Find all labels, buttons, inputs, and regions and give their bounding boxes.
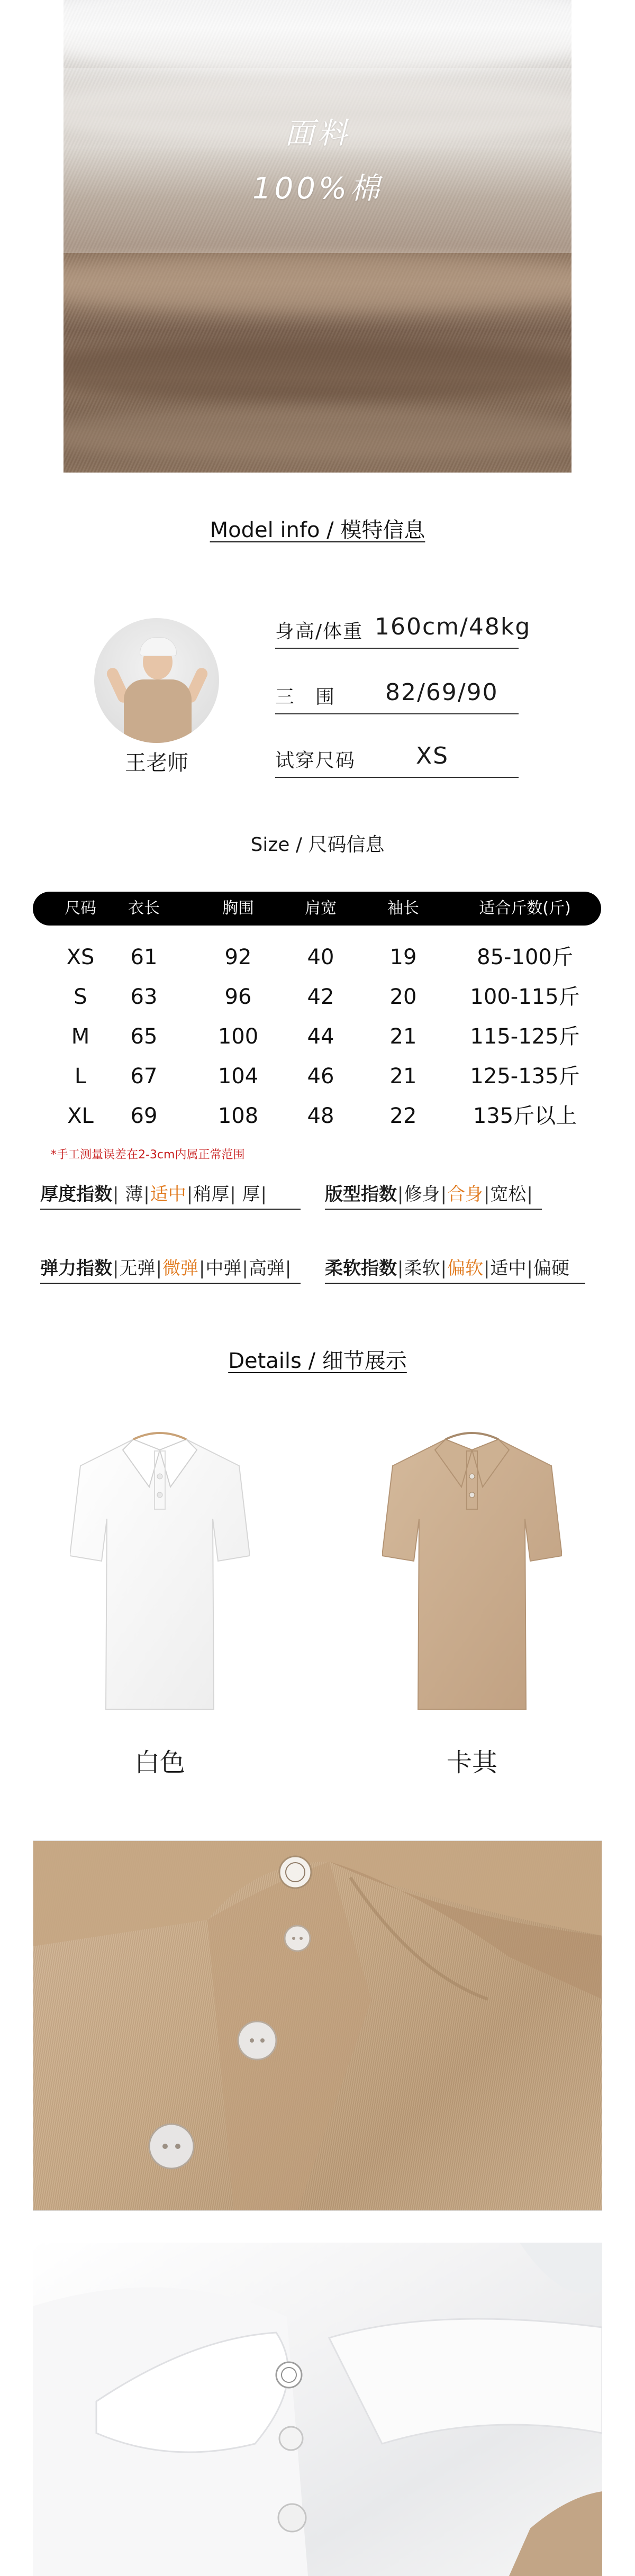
cell-length: 63 [130, 985, 158, 1009]
khaki-polo-image [382, 1429, 562, 1725]
cell-chest: 100 [217, 1024, 259, 1049]
cell-size: XL [67, 1104, 94, 1128]
measurements-value: 82/69/90 [385, 679, 498, 706]
fit-option: 修身 [404, 1184, 440, 1205]
header-shoulder: 肩宽 [305, 899, 337, 918]
softness-option-selected: 偏软 [447, 1258, 483, 1279]
cell-sleeve: 20 [389, 985, 417, 1009]
model-measurements-row [275, 679, 519, 714]
height-weight-value: 160cm/48kg [375, 613, 531, 640]
header-chest: 胸围 [222, 899, 254, 918]
cell-length: 61 [130, 945, 158, 969]
table-row [33, 977, 601, 1017]
cell-shoulder: 48 [307, 1104, 334, 1128]
elasticity-index-label: 弹力指数 [40, 1258, 112, 1279]
softness-index-label: 柔软指数 [325, 1258, 397, 1279]
cell-size: M [71, 1024, 90, 1049]
elasticity-option: 高弹 [248, 1258, 285, 1279]
table-row [33, 1096, 601, 1136]
cell-length: 69 [130, 1104, 158, 1128]
fit-option-selected: 合身 [447, 1184, 483, 1205]
height-weight-label: 身高/体重 [275, 621, 364, 642]
size-table-header [33, 892, 601, 926]
thickness-option: 稍厚 [193, 1184, 230, 1205]
cell-size: XS [66, 945, 95, 969]
fabric-title-band [64, 68, 572, 253]
softness-option: 适中 [490, 1258, 527, 1279]
cell-shoulder: 46 [307, 1064, 334, 1089]
cell-shoulder: 40 [307, 945, 334, 969]
softness-index-underline [325, 1283, 585, 1284]
table-row [33, 1057, 601, 1096]
model-avatar [94, 618, 219, 743]
cell-sleeve: 21 [389, 1024, 417, 1049]
thickness-index-label: 厚度指数 [40, 1184, 112, 1205]
elasticity-index: 弹力指数|无弹|微弹|中弹|高弹| [40, 1258, 292, 1279]
model-name: 王老师 [125, 751, 188, 775]
color-name-white: 白色 [134, 1748, 185, 1777]
measurements-label: 三 围 [275, 686, 336, 708]
model-height-weight-row [275, 613, 531, 649]
fabric-hero-image [64, 0, 572, 473]
elasticity-option: 中弹 [205, 1258, 242, 1279]
header-weight-fit: 适合斤数(斤) [479, 899, 571, 918]
details-section-title: Details / 细节展示 [228, 1349, 407, 1373]
thickness-option: 薄 [125, 1184, 143, 1205]
cell-sleeve: 19 [389, 945, 417, 969]
cell-shoulder: 42 [307, 985, 334, 1009]
khaki-collar-closeup-image [33, 1840, 602, 2211]
cell-chest: 96 [224, 985, 252, 1009]
thickness-index-underline [40, 1209, 301, 1210]
cell-length: 67 [130, 1064, 158, 1089]
cell-weight-fit: 100-115斤 [470, 985, 580, 1009]
measurement-note: *手工测量误差在2-3cm内属正常范围 [51, 1148, 245, 1162]
cell-sleeve: 22 [389, 1104, 417, 1128]
header-sleeve: 袖长 [387, 899, 419, 918]
cell-shoulder: 44 [307, 1024, 334, 1049]
elasticity-option: 无弹 [119, 1258, 156, 1279]
softness-option: 偏硬 [533, 1258, 569, 1279]
cell-weight-fit: 85-100斤 [477, 945, 573, 969]
cell-size: L [74, 1064, 87, 1089]
header-size: 尺码 [65, 899, 96, 918]
fit-option: 宽松 [490, 1184, 527, 1205]
thickness-option: 厚 [242, 1184, 260, 1205]
cell-chest: 104 [217, 1064, 259, 1089]
elasticity-index-underline [40, 1283, 301, 1284]
fabric-title: 面料 [285, 116, 350, 151]
cell-weight-fit: 125-135斤 [470, 1064, 580, 1089]
table-row [33, 1017, 601, 1056]
tried-size-label: 试穿尺码 [275, 750, 356, 772]
fit-index-underline [325, 1209, 542, 1210]
thickness-option-selected: 适中 [150, 1184, 186, 1205]
cell-chest: 92 [224, 945, 252, 969]
cell-weight-fit: 115-125斤 [470, 1024, 580, 1049]
white-collar-closeup-image [33, 2243, 602, 2576]
cell-size: S [74, 985, 87, 1009]
cell-chest: 108 [217, 1104, 259, 1128]
model-section-title: Model info / 模特信息 [210, 518, 425, 542]
size-section-title: Size / 尺码信息 [250, 834, 385, 856]
table-row [33, 938, 601, 977]
model-size-row [275, 743, 519, 778]
thickness-index: 厚度指数| 薄|适中|稍厚| 厚| [40, 1184, 267, 1205]
cell-weight-fit: 135斤以上 [473, 1104, 577, 1128]
fit-index-label: 版型指数 [325, 1184, 397, 1205]
fabric-subtitle: 100%棉 [252, 171, 383, 206]
cell-length: 65 [130, 1024, 158, 1049]
fit-index: 版型指数|修身|合身|宽松| [325, 1184, 533, 1205]
cell-sleeve: 21 [389, 1064, 417, 1089]
softness-option: 柔软 [404, 1258, 440, 1279]
elasticity-option-selected: 微弹 [162, 1258, 198, 1279]
tried-size-value: XS [416, 742, 449, 769]
softness-index: 柔软指数|柔软|偏软|适中|偏硬 [325, 1258, 569, 1279]
color-name-khaki: 卡其 [446, 1748, 497, 1777]
header-length: 衣长 [128, 899, 160, 918]
white-polo-image [70, 1429, 250, 1725]
